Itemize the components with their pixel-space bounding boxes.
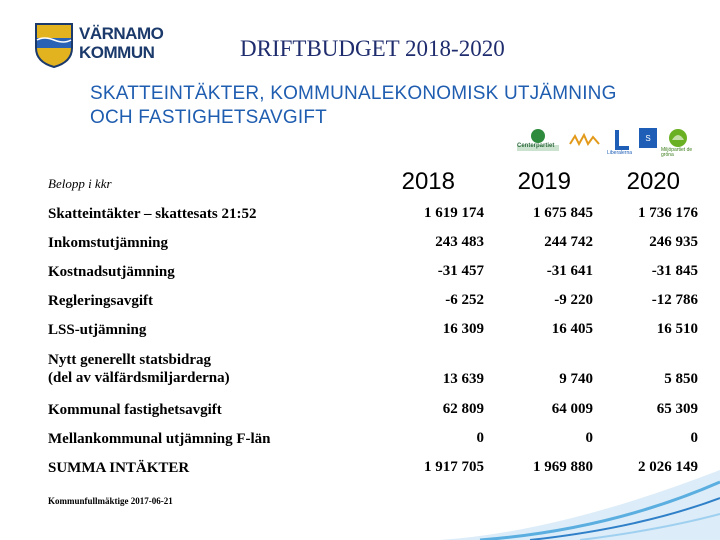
row-label-mellankommunal-utjamning: Mellankommunal utjämning F-län [48,431,271,447]
cell-2020: -12 786 [651,292,698,308]
cell-2018: 13 639 [442,371,484,387]
cell-2018: 62 809 [442,401,484,417]
logo-line1: VÄRNAMO [79,24,164,43]
svg-text:S: S [645,134,651,143]
row-label-kommunal-fastighetsavgift: Kommunal fastighetsavgift [48,402,222,418]
row-label-line1: Nytt generellt statsbidrag [48,352,212,368]
partner-logos [517,128,697,160]
decorative-wave [440,470,720,540]
row-label-regleringsavgift: Regleringsavgift [48,293,153,309]
party-wave-logo [569,132,601,155]
cell-2020: 2 026 149 [638,459,698,475]
cell-2020: -31 845 [651,263,698,279]
row-label-lss-utjamning: LSS-utjämning [48,322,147,338]
varnamo-logo [34,22,184,72]
centerpartiet-label: Centerpartiet [517,143,555,149]
row-label-inkomstutjamning: Inkomstutjämning [48,235,169,251]
cell-2019: 0 [585,430,593,446]
cell-2018: 1 917 705 [424,459,484,475]
row-label-skatteintakter: Skatteintäkter – skattesats 21:52 [48,206,257,222]
cell-2020: 16 510 [656,321,698,337]
cell-2019: 1 969 880 [533,459,593,475]
coat-of-arms-icon [34,22,74,68]
row-label-nytt-generellt-statsbidrag [48,351,230,387]
cell-2020: 65 309 [656,401,698,417]
row-label-kostnadsutjamning: Kostnadsutjämning [48,264,175,280]
logo-text [79,24,163,62]
kd-logo [639,128,657,153]
cell-2018: -6 252 [445,292,484,308]
cell-2020: 246 935 [649,234,698,250]
cell-2019: -31 641 [546,263,593,279]
cell-2019: 244 742 [544,234,593,250]
cell-2019: 1 675 845 [533,205,593,221]
column-header-2018: 2018 [401,168,455,195]
logo-line2: KOMMUN [79,43,155,62]
column-header-2020: 2020 [626,168,680,195]
column-header-2019: 2019 [517,168,571,195]
footnote: Kommunfullmäktige 2017-06-21 [48,496,173,506]
slide-title: DRIFTBUDGET 2018-2020 [240,36,505,61]
miljopartiet-logo [661,128,693,158]
slide-subtitle: SKATTEINTÄKTER, KOMMUNALEKONOMISK UTJÄMNING OCH FASTIGHETSAVGIFT [90,83,617,128]
amount-unit-label: Belopp i kkr [48,176,112,191]
liberalerna-label: Liberalerna [607,150,633,156]
row-label-summa-intakter: SUMMA INTÄKTER [48,460,190,476]
cell-2019: 64 009 [551,401,593,417]
cell-2018: 0 [476,430,484,446]
cell-2020: 0 [690,430,698,446]
cell-2020: 1 736 176 [638,205,698,221]
cell-2018: -31 457 [437,263,484,279]
cell-2020: 5 850 [664,371,698,387]
cell-2019: -9 220 [554,292,593,308]
liberalerna-logo [607,128,635,157]
cell-2018: 16 309 [442,321,484,337]
cell-2019: 9 740 [559,371,593,387]
cell-2019: 16 405 [551,321,593,337]
centerpartiet-logo [517,128,559,159]
cell-2018: 243 483 [435,234,484,250]
cell-2018: 1 619 174 [424,205,484,221]
row-label-line2: (del av välfärdsmiljarderna) [48,370,230,386]
miljopartiet-label: Miljöpartiet de gröna [661,147,693,158]
